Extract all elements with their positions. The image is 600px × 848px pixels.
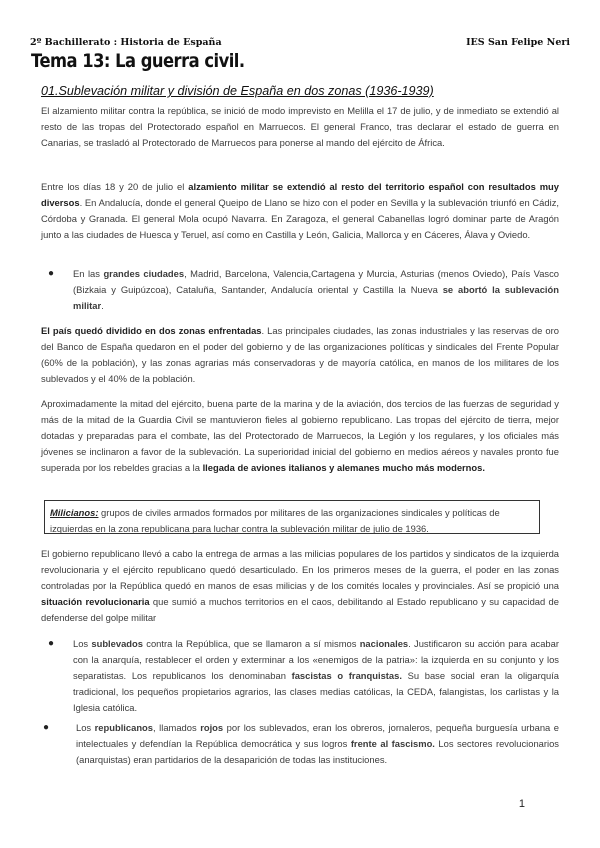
- bold-run: se abortó la sublevación militar: [73, 284, 559, 311]
- definition-box: [44, 500, 540, 534]
- header-school: IES San Felipe Neri: [466, 37, 570, 48]
- text-run: .: [101, 300, 104, 311]
- text-run: . Las principales ciudades, las zonas industriales y las reservas de oro del Banco de España quedaron en el poder del gobierno y de las organizaciones políticas y sindicales del Frente Popular (60% de la población), y las zonas agrarias más conservadoras y de mayoría católica, en manos de los militares de los sublevados y el 40% de la población.: [41, 325, 559, 384]
- text-run: . Justificaron su acción para acabar con la anarquía, restablecer el orden y exterminar a los «enemigos de la patria»: la izquierda en su conjunto y los separatistas. Los republicanos los denominaban: [73, 638, 559, 681]
- header-course: 2º Bachillerato : Historia de España: [30, 37, 222, 48]
- bullet-cities-text: [73, 266, 559, 314]
- text-run: Entre los días 18 y 20 de julio el: [41, 181, 189, 192]
- bullet-icon: ●: [43, 722, 50, 733]
- paragraph-intro: [41, 103, 559, 151]
- text-run: En las: [73, 268, 104, 279]
- text-run: . En Andalucía, donde el general Queipo de Llano se hizo con el poder en Sevilla y la sublevación triunfó en Cádiz, Córdoba y Granada. El general Mola ocupó Navarra. En Zaragoza, el general Cabanellas logró dominar parte de Aragón junto a las ciudades de Huesca y Teruel, así como en Castilla y León, Galicia, Mallorca y en Cáceres, Álava y Oviedo.: [41, 197, 559, 240]
- bold-run: El país quedó dividido en dos zonas enfrentadas: [41, 325, 262, 336]
- bullet-republicanos-text: [76, 720, 559, 768]
- definition-term: Milicianos:: [50, 507, 99, 518]
- bold-run: fascistas o franquistas.: [291, 670, 402, 681]
- text-run: Aproximadamente la mitad del ejército, buena parte de la marina y de la aviación, dos tercios de las fuerzas de seguridad y más de la mitad de la Guardia Civil se mantuvieron fieles al gobierno republicano. Las tropas del ejército de tierra, mejor dotadas y preparadas para el combate, las del Protectorado de Marruecos, la Legión y los regulares, y los oficiales más jóvenes se inclinaron a favor de la sublevación. La superioridad inicial del gobierno en medios aéreos y navales pronto fue superada por los rebeldes gracias a la: [41, 398, 559, 473]
- bold-run: republicanos: [94, 722, 154, 733]
- bold-run: frente al fascismo.: [350, 738, 435, 749]
- bullet-icon: ●: [48, 268, 55, 279]
- bullet-sublevados-text: [73, 636, 559, 716]
- text-run: Los: [76, 722, 95, 733]
- bold-run: alzamiento militar se extendió al resto del territorio español con resultados muy diversos: [41, 181, 559, 208]
- paragraph-army: [41, 396, 559, 476]
- bold-run: grandes ciudades: [103, 268, 185, 279]
- bold-run: nacionales: [359, 638, 409, 649]
- bold-run: rojos: [200, 722, 224, 733]
- bold-run: sublevados: [91, 638, 143, 649]
- bullet-republicanos: [41, 720, 559, 768]
- paragraph-militias: [41, 546, 559, 626]
- text-run: por los sublevados, eran los obreros, jornaleros, pequeña burguesía urbana e intelectuales y defendían la República democrática y sus logros: [76, 722, 559, 749]
- bold-run: llegada de aviones italianos y alemanes mucho más modernos.: [202, 462, 485, 473]
- bold-run: situación revolucionaria: [41, 596, 150, 607]
- text-run: Los: [73, 638, 92, 649]
- text-run: , llamados: [153, 722, 201, 733]
- paragraph-intro-text: El alzamiento militar contra la república, se inició de modo imprevisto en Melilla el 17 de julio, y de inmediato se extendió al resto de las tropas del Protectorado español en Marruecos. El general Franco, tras declarar el estado de guerra en Canarias, se trasladó al Protectorado de Marruecos para ponerse al mando del ejército de África.: [41, 105, 559, 148]
- text-run: Su base social eran la oligarquía tradicional, los pequeños propietarios agrarios, las clases medias católicas, la CEDA, falangistas, los carlistas y la Iglesia católica.: [73, 670, 559, 713]
- bullet-icon: ●: [48, 638, 55, 649]
- definition-text: grupos de civiles armados formados por militares de las organizaciones sindicales y políticas de izquierdas en la zona republicana para luchar contra la sublevación militar de julio de 1936.: [50, 507, 500, 534]
- section-heading: 01.Sublevación militar y división de España en dos zonas (1936-1939): [41, 84, 434, 98]
- page-title: Tema 13: La guerra civil.: [31, 50, 245, 72]
- text-run: que sumió a muchos territorios en el caos, debilitando al Estado republicano y su capacidad de defenderse del golpe militar: [41, 596, 559, 623]
- text-run: El gobierno republicano llevó a cabo la entrega de armas a las milicias populares de los partidos y sindicatos de la izquierda revolucionaria y el ejército republicano quedó desarticulado. En los primeros meses de la guerra, el poder en las zonas controladas por la República quedó en manos de esas milicias y de los comités locales y provinciales. Así se propició una: [41, 548, 559, 591]
- paragraph-division: [41, 323, 559, 387]
- bullet-cities: [41, 266, 559, 314]
- paragraph-extension: [41, 179, 559, 243]
- text-run: contra la República, que se llamaron a sí mismos: [142, 638, 360, 649]
- text-run: Los sectores revolucionarios (anarquistas) eran partidarios de la desaparición de todas las instituciones.: [76, 738, 559, 765]
- page-number: 1: [518, 798, 525, 810]
- bullet-sublevados: [41, 636, 559, 716]
- text-run: , Madrid, Barcelona, Valencia,Cartagena y Murcia, Asturias (menos Oviedo), País Vasco (Bizkaia y Guipúzcoa), Cataluña, Santander, Andalucía oriental y Castilla la Nueva: [73, 268, 559, 295]
